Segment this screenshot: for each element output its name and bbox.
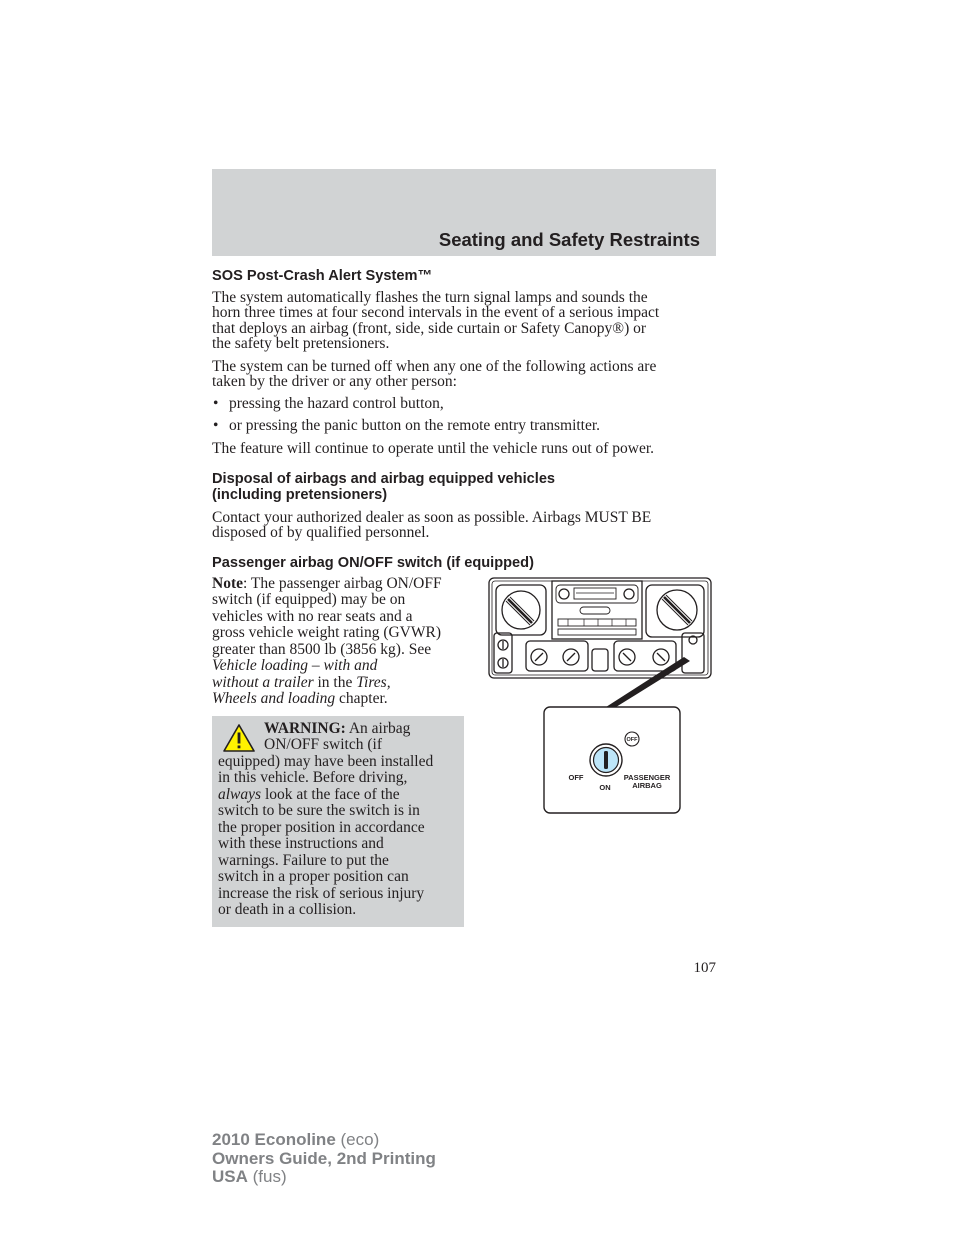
market-code: (fus) (247, 1167, 287, 1186)
cross-reference-text: Wheels and loading (212, 690, 336, 708)
sos-paragraph-3: The feature will continue to operate until the vehicle runs out of power. (212, 440, 655, 458)
warning-triangle-icon (222, 723, 256, 753)
text-line: in this vehicle. Before driving, (218, 769, 408, 787)
text-line: greater than 8500 lb (3856 kg). See (212, 640, 432, 658)
on-label: ON (599, 782, 611, 792)
center-button (592, 649, 608, 671)
text-line: taken by the driver or any other person: (212, 373, 457, 391)
footer (212, 1131, 436, 1187)
section-title: Seating and Safety Restraints (438, 229, 700, 250)
footer-line-1 (212, 1131, 436, 1150)
text-fragment: look at the face of the (261, 785, 400, 803)
left-column (212, 576, 468, 927)
text-line: The system automatically flashes the turn signal lamps and sounds the (212, 289, 648, 306)
note-paragraph (212, 576, 468, 708)
text-line: horn three times at four second intervals in the event of a serious impact (212, 304, 660, 322)
sos-paragraph-2 (212, 359, 716, 390)
text-line: ON/OFF switch (if (264, 736, 382, 754)
cross-reference-text: Vehicle loading – with and (212, 657, 378, 675)
text-line: Contact your authorized dealer as soon as possible. Airbags MUST BE (212, 508, 652, 526)
warning-label: WARNING: (264, 719, 346, 737)
text-line: the safety belt pretensioners. (212, 335, 390, 353)
text-line: the proper position in accordance (218, 818, 425, 836)
text-line: The system can be turned off when any one of the following actions are (212, 357, 657, 375)
page-number: 107 (693, 960, 716, 976)
header-band (212, 169, 716, 256)
passenger-label: PASSENGER (623, 772, 671, 782)
sos-bullet-list (212, 396, 716, 434)
disposal-heading (212, 471, 716, 503)
right-dial-housing (646, 585, 704, 637)
heading-line: (including pretensioners) (212, 486, 388, 503)
list-item: • or pressing the panic button on the remote entry transmitter. (212, 418, 716, 434)
airbag-switch-diagram (488, 577, 712, 819)
sos-paragraph-1 (212, 290, 716, 352)
text-line: with these instructions and (218, 835, 384, 853)
text-fragment: chapter. (335, 690, 388, 708)
note-label: Note (212, 574, 243, 592)
text-line: switch in a proper position can (218, 868, 409, 886)
text-line: that deploys an airbag (front, side, side curtain or Safety Canopy®) or (212, 319, 647, 337)
model-code: (eco) (335, 1130, 380, 1149)
disposal-paragraph (212, 510, 716, 541)
passenger-airbag-section (212, 576, 716, 946)
text-line: warnings. Failure to put the (218, 851, 389, 869)
airbag-switch-housing (682, 633, 704, 673)
text-line: switch (if equipped) may be on (212, 591, 406, 609)
text-line: switch to be sure the switch is in (218, 802, 420, 820)
text-line: disposed of by qualified personnel. (212, 524, 430, 542)
cross-reference-text: without a trailer (212, 673, 314, 691)
text-line: increase the risk of serious injury (218, 884, 425, 902)
warning-box (212, 716, 464, 927)
main-content (212, 268, 716, 946)
text-fragment: : The passenger airbag ON/OFF (243, 574, 442, 592)
model-name: 2010 Econoline (212, 1130, 336, 1149)
footer-line-3 (212, 1168, 436, 1187)
text-fragment: in the (313, 673, 357, 691)
cross-reference-text: Tires, (356, 673, 391, 691)
temperature-dial (502, 591, 540, 629)
left-dial-housing (496, 585, 546, 635)
text-line: equipped) may have been installed (218, 752, 434, 770)
emphasis-text: always (218, 785, 262, 803)
text-line: vehicles with no rear seats and a (212, 607, 413, 625)
off-label: OFF (568, 772, 584, 782)
airbag-label: AIRBAG (632, 780, 662, 790)
heading-line: Disposal of airbags and airbag equipped vehicles (212, 470, 556, 487)
passenger-airbag-heading: Passenger airbag ON/OFF switch (if equipped) (212, 554, 534, 571)
text-fragment: An airbag (345, 719, 411, 737)
footer-line-2: Owners Guide, 2nd Printing (212, 1148, 436, 1168)
note-block (212, 576, 468, 708)
sos-heading: SOS Post-Crash Alert System™ (212, 268, 433, 284)
pointer-callout (606, 657, 690, 707)
off-indicator-label: OFF (626, 736, 638, 743)
text-line: or death in a collision. (218, 901, 357, 919)
market-name: USA (212, 1167, 248, 1186)
list-item: • pressing the hazard control button, (212, 396, 716, 412)
text-line: gross vehicle weight rating (GVWR) (212, 624, 441, 642)
